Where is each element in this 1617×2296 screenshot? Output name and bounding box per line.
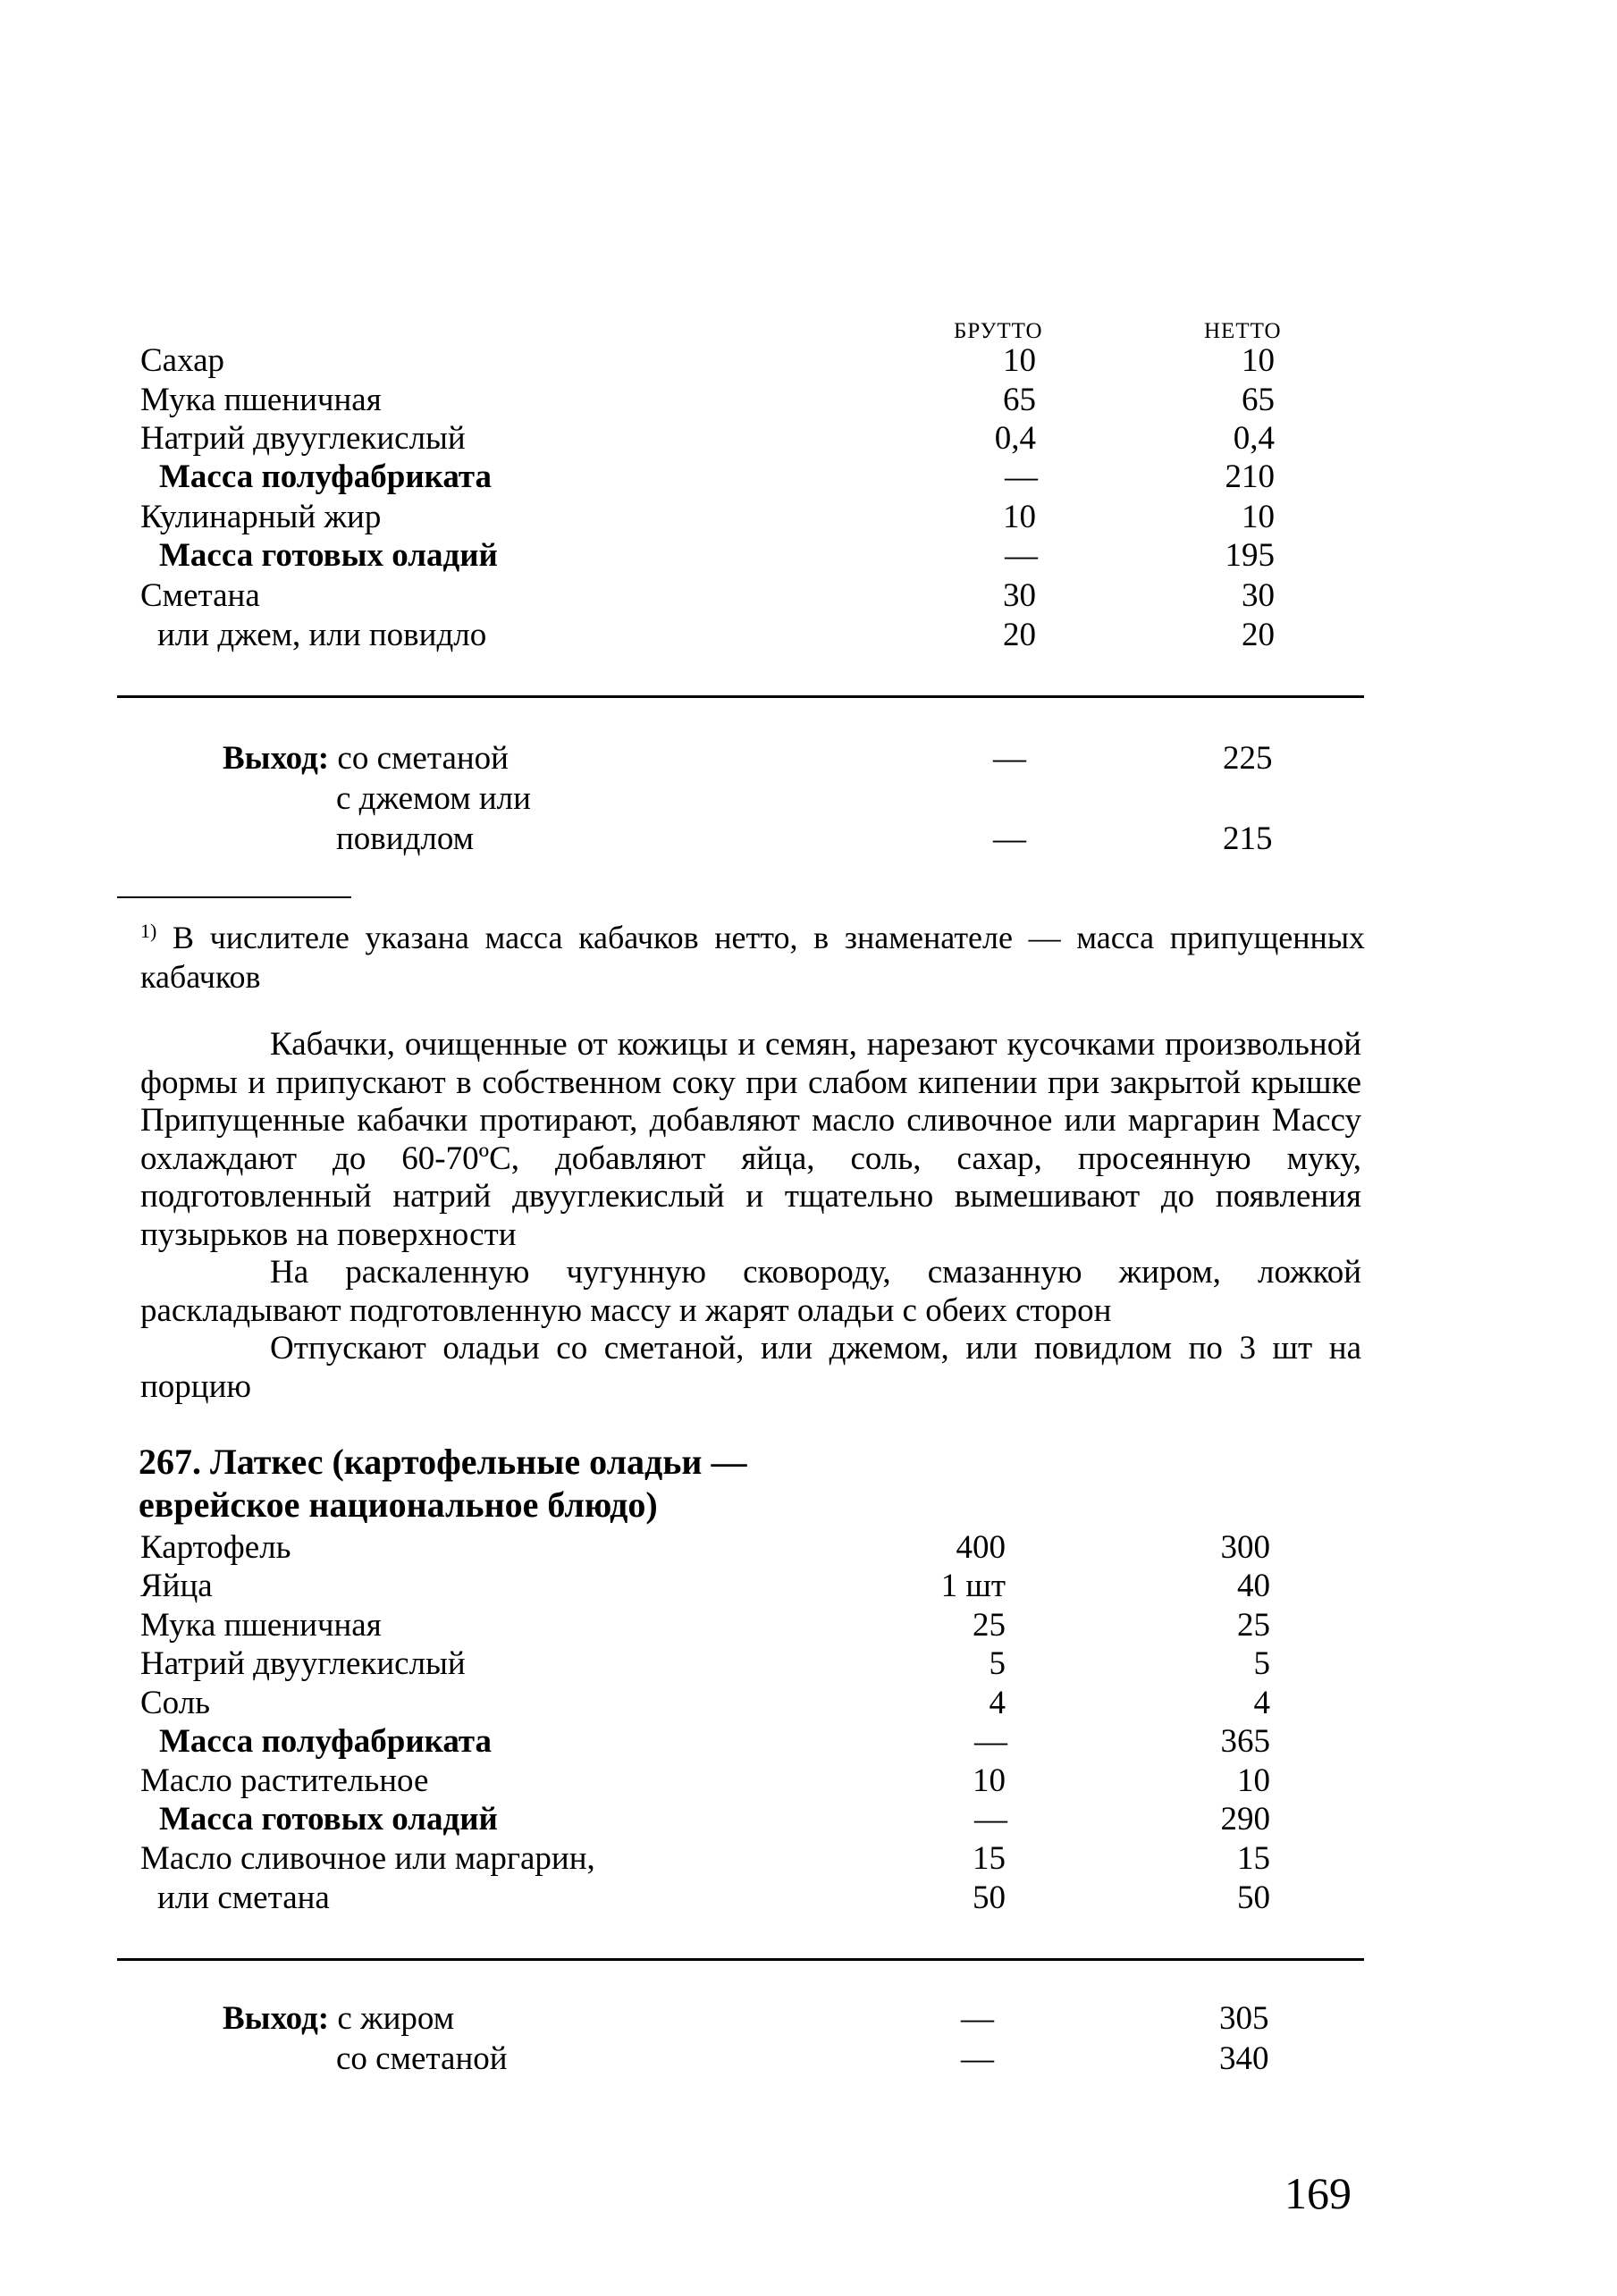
netto-value: 10	[1242, 499, 1275, 535]
yield-text: с жиром	[337, 2000, 455, 2037]
yield-label: Выход:	[223, 740, 330, 777]
netto-value: 4	[1253, 1685, 1270, 1721]
recipe-1-row	[0, 498, 1617, 537]
footnote-rule	[117, 896, 351, 898]
yield-netto: 340	[1219, 2040, 1269, 2077]
recipe-1-row	[0, 419, 1617, 458]
netto-value: 50	[1237, 1880, 1270, 1916]
brutto-value: —	[974, 1801, 1007, 1838]
yield-label: Выход:	[223, 2000, 330, 2037]
brutto-value: 1 шт	[940, 1568, 1006, 1604]
ingredient-name: Соль	[140, 1685, 211, 1721]
recipe-title-line: 267. Латкес (картофельные оладьи —	[139, 1442, 747, 1482]
brutto-value: 10	[973, 1762, 1006, 1799]
recipe-2-row-subtotal	[0, 1722, 1617, 1762]
footnote	[140, 912, 1365, 997]
ingredient-name: Сметана	[140, 577, 260, 614]
recipe-2-row	[0, 1839, 1617, 1879]
yield-text: со сметаной	[336, 2040, 508, 2077]
brutto-value: 25	[973, 1607, 1006, 1644]
netto-value: 10	[1237, 1762, 1270, 1799]
netto-value: 365	[1220, 1723, 1270, 1760]
ingredient-name: Масса готовых оладий	[159, 1801, 498, 1838]
recipe-1-row	[0, 576, 1617, 616]
brutto-value: 20	[1003, 617, 1036, 653]
brutto-value: 10	[1003, 342, 1036, 379]
ingredient-name: Мука пшеничная	[140, 1607, 382, 1644]
recipe-2-row	[0, 1644, 1617, 1684]
paragraph: Отпускают оладьи со сметаной, или джемом, или повидлом по 3 шт на порцию	[140, 1330, 1361, 1405]
brutto-value: —	[1005, 458, 1038, 495]
brutto-value: 15	[973, 1840, 1006, 1877]
ingredient-name: Картофель	[140, 1529, 291, 1566]
ingredient-name: Масло сливочное или маргарин,	[140, 1840, 595, 1877]
paragraph: Кабачки, очищенные от кожицы и семян, нарезают кусочками произвольной формы и припускают в собственном соку при слабом кипении при закрытой крышке Припущенные кабачки протирают, добавляют масло сливочное или маргарин Массу охлаждают до 60-70ºС, добавляют яйца, соль, сахар, просеянную муку, подготовленный натрий двууглекислый и тщательно вымешивают до появления пузырьков на поверхности	[140, 1026, 1361, 1253]
ingredient-name: Масло растительное	[140, 1762, 429, 1799]
yield-brutto: —	[961, 2040, 994, 2077]
brutto-value: —	[974, 1723, 1007, 1760]
yield-line-1	[223, 1999, 454, 2039]
yield-text: повидлом	[336, 820, 475, 857]
recipe-title-line: еврейское национальное блюдо)	[139, 1484, 658, 1525]
netto-value: 290	[1220, 1801, 1270, 1838]
footnote-marker: 1)	[140, 920, 157, 942]
ingredient-name: Масса полуфабриката	[159, 1723, 493, 1760]
netto-value: 0,4	[1233, 420, 1275, 457]
ingredient-name: или джем, или повидло	[157, 617, 487, 653]
brutto-value: —	[1005, 537, 1038, 574]
yield-netto: 305	[1219, 2000, 1269, 2037]
netto-value: 300	[1220, 1529, 1270, 1566]
netto-value: 30	[1242, 577, 1275, 614]
recipe-1-row	[0, 616, 1617, 655]
recipe-2-row	[0, 1567, 1617, 1606]
yield-line-1	[223, 739, 509, 778]
brutto-value: 400	[956, 1529, 1006, 1566]
brutto-value: 50	[973, 1880, 1006, 1916]
recipe-1-row	[0, 341, 1617, 381]
netto-value: 20	[1242, 617, 1275, 653]
recipe-1-row-subtotal	[0, 458, 1617, 497]
recipe-2-row	[0, 1528, 1617, 1568]
yield-netto: 225	[1223, 740, 1273, 777]
ingredient-name: или сметана	[157, 1880, 330, 1916]
ingredient-name: Кулинарный жир	[140, 499, 382, 535]
yield-netto: 215	[1223, 820, 1273, 857]
table-divider	[117, 695, 1364, 698]
column-header-netto: НЕТТО	[1204, 319, 1282, 343]
brutto-value: 30	[1003, 577, 1036, 614]
ingredient-name: Натрий двууглекислый	[140, 1645, 466, 1682]
method-text	[140, 1026, 1361, 1406]
netto-value: 15	[1237, 1840, 1270, 1877]
recipe-2-row	[0, 1606, 1617, 1645]
yield-text: со сметаной	[337, 740, 509, 777]
yield-brutto: —	[993, 740, 1026, 777]
brutto-value: 5	[989, 1645, 1006, 1682]
ingredient-name: Мука пшеничная	[140, 382, 382, 418]
recipe-2-row	[0, 1879, 1617, 1918]
recipe-2-title	[139, 1441, 746, 1526]
recipe-2-row	[0, 1684, 1617, 1723]
table-divider	[117, 1958, 1364, 1961]
netto-value: 210	[1225, 458, 1275, 495]
yield-brutto: —	[993, 820, 1026, 857]
netto-value: 65	[1242, 382, 1275, 418]
yield-text: с джемом или	[336, 780, 531, 817]
brutto-value: 0,4	[994, 420, 1036, 457]
paragraph: На раскаленную чугунную сковороду, смазанную жиром, ложкой раскладывают подготовленную массу и жарят оладьи с обеих сторон	[140, 1254, 1361, 1329]
recipe-2-row-subtotal	[0, 1800, 1617, 1839]
netto-value: 10	[1242, 342, 1275, 379]
netto-value: 40	[1237, 1568, 1270, 1604]
netto-value: 25	[1237, 1607, 1270, 1644]
netto-value: 195	[1225, 537, 1275, 574]
brutto-value: 10	[1003, 499, 1036, 535]
yield-brutto: —	[961, 2000, 994, 2037]
column-header-brutto: БРУТТО	[954, 319, 1043, 343]
recipe-1-row-subtotal	[0, 536, 1617, 576]
recipe-1-row	[0, 381, 1617, 420]
netto-value: 5	[1253, 1645, 1270, 1682]
recipe-2-row	[0, 1762, 1617, 1801]
ingredient-name: Масса готовых оладий	[159, 537, 498, 574]
brutto-value: 65	[1003, 382, 1036, 418]
page-number: 169	[1284, 2168, 1352, 2218]
footnote-text: В числителе указана масса кабачков нетто, в знаменателе — масса припущенных кабачков	[140, 920, 1366, 995]
ingredient-name: Масса полуфабриката	[159, 458, 493, 495]
brutto-value: 4	[989, 1685, 1006, 1721]
ingredient-name: Сахар	[140, 342, 225, 379]
ingredient-name: Натрий двууглекислый	[140, 420, 466, 457]
ingredient-name: Яйца	[140, 1568, 213, 1604]
